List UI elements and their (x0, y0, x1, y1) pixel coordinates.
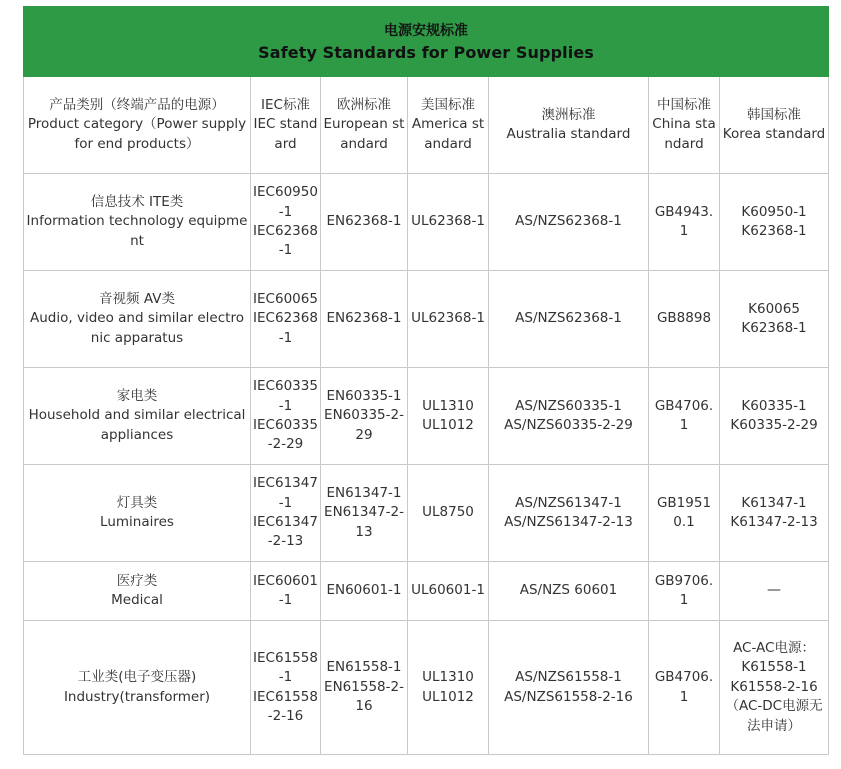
safety-standards-table (23, 6, 829, 755)
header-iec-en: IEC standard (253, 116, 318, 152)
iec-standard: IEC60065 (253, 290, 318, 307)
eu-standard: EN61347-1 (326, 484, 402, 501)
au-standard: AS/NZS61558-1 (515, 669, 622, 686)
eu-standard: EN61558-2-16 (324, 678, 404, 715)
cell-iec (251, 562, 321, 621)
cell-category (24, 562, 251, 621)
cell-us (408, 368, 489, 465)
us-standard: UL1012 (422, 688, 474, 705)
us-standard: UL1012 (422, 417, 474, 433)
eu-standard: EN62368-1 (326, 310, 402, 327)
au-standard: AS/NZS60335-2-29 (504, 417, 633, 433)
cell-kr (720, 562, 829, 621)
kr-standard: K61347-2-13 (730, 514, 818, 530)
cell-cn (649, 465, 720, 562)
cell-iec (251, 174, 321, 271)
cell-kr (720, 271, 829, 368)
header-category (24, 77, 251, 174)
table-row (24, 271, 829, 368)
cn-standard: GB9706.1 (654, 572, 714, 608)
title-row (24, 7, 829, 77)
header-eu-zh: 欧洲标准 (337, 96, 391, 113)
cell-cn (649, 368, 720, 465)
table-row (24, 562, 829, 621)
header-eu-en: European standard (323, 116, 405, 152)
kr-standard: K61558-2-16 (730, 678, 818, 695)
header-iec (251, 77, 321, 174)
cell-au (489, 621, 649, 755)
cell-category (24, 174, 251, 271)
category-en: Medical (111, 592, 163, 608)
cell-category (24, 621, 251, 755)
cell-au (489, 271, 649, 368)
table-row (24, 621, 829, 755)
kr-standard-none: — (767, 582, 782, 599)
cell-eu (321, 271, 408, 368)
header-au-en: Australia standard (506, 126, 631, 142)
cell-kr (720, 465, 829, 562)
kr-standard: K61558-1 (741, 659, 807, 676)
table-row (24, 368, 829, 465)
iec-standard: IEC60950-1 (253, 184, 318, 220)
header-cn (649, 77, 720, 174)
standards-table-container (23, 6, 828, 755)
iec-standard: IEC60335-2-29 (253, 417, 318, 453)
cell-au (489, 174, 649, 271)
kr-standard: K60335-1 (741, 397, 807, 414)
cell-eu (321, 562, 408, 621)
header-eu (321, 77, 408, 174)
category-zh: 灯具类 (116, 494, 158, 511)
kr-standard-note: （AC-DC电源无法申请） (725, 698, 823, 734)
table-row (24, 174, 829, 271)
header-category-en: Product category（Power supply for end products） (27, 116, 247, 152)
cell-us (408, 465, 489, 562)
us-standard: UL60601-1 (411, 582, 485, 599)
cell-kr (720, 621, 829, 755)
iec-standard: IEC61558-1 (253, 649, 318, 686)
au-standard: AS/NZS61558-2-16 (504, 688, 633, 705)
cell-cn (649, 621, 720, 755)
cell-au (489, 562, 649, 621)
cell-kr (720, 368, 829, 465)
us-standard: UL8750 (422, 504, 474, 521)
eu-standard: EN61558-1 (326, 659, 402, 676)
cell-iec (251, 368, 321, 465)
category-en: Luminaires (100, 514, 174, 530)
header-kr-zh: 韩国标准 (747, 106, 802, 123)
eu-standard: EN60601-1 (326, 582, 402, 599)
cell-us (408, 562, 489, 621)
cell-iec (251, 465, 321, 562)
cell-cn (649, 562, 720, 621)
cn-standard: GB4706.1 (654, 669, 714, 705)
eu-standard: EN62368-1 (326, 213, 402, 230)
cell-cn (649, 271, 720, 368)
kr-standard: K61347-1 (741, 494, 807, 511)
header-au-zh: 澳洲标准 (541, 106, 596, 123)
iec-standard: IEC62368-1 (253, 223, 318, 259)
kr-standard: K60950-1 (741, 203, 807, 220)
category-en: Household and similar electrical appliances (28, 407, 246, 443)
cell-iec (251, 621, 321, 755)
kr-standard: K62368-1 (741, 320, 807, 336)
kr-standard-note: AC-AC电源： (733, 639, 815, 656)
category-zh: 信息技术 ITE类 (90, 193, 184, 210)
cn-standard: GB8898 (656, 310, 712, 327)
header-cn-en: China standard (652, 116, 716, 152)
table-row (24, 465, 829, 562)
category-zh: 医疗类 (116, 572, 158, 589)
eu-standard: EN60335-1 (326, 387, 402, 404)
header-au (489, 77, 649, 174)
cell-eu (321, 621, 408, 755)
cell-au (489, 368, 649, 465)
cell-eu (321, 174, 408, 271)
au-standard: AS/NZS61347-2-13 (504, 514, 633, 530)
cell-kr (720, 174, 829, 271)
category-zh: 工业类(电子变压器) (77, 669, 197, 686)
cell-eu (321, 465, 408, 562)
au-standard: AS/NZS62368-1 (515, 213, 622, 230)
header-kr-en: Korea standard (722, 126, 826, 142)
cn-standard: GB4943.1 (654, 203, 714, 239)
header-cn-zh: 中国标准 (657, 96, 711, 113)
header-iec-zh: IEC标准 (261, 96, 310, 113)
kr-standard: K60335-2-29 (730, 417, 818, 433)
iec-standard: IEC61347-2-13 (253, 514, 318, 550)
cn-standard: GB4706.1 (654, 397, 714, 433)
us-standard: UL62368-1 (411, 310, 485, 327)
cn-standard: GB19510.1 (656, 494, 712, 530)
iec-standard: IEC62368-1 (253, 310, 318, 346)
category-en: Audio, video and similar electronic apparatus (30, 310, 244, 346)
header-us (408, 77, 489, 174)
au-standard: AS/NZS60335-1 (515, 397, 622, 414)
category-zh: 家电类 (116, 387, 158, 404)
cell-us (408, 271, 489, 368)
eu-standard: EN60335-2-29 (324, 407, 404, 443)
header-us-en: America standard (411, 116, 485, 152)
au-standard: AS/NZS61347-1 (515, 494, 622, 511)
kr-standard: K60065 (748, 300, 800, 317)
iec-standard: IEC60601-1 (253, 572, 318, 608)
cell-category (24, 368, 251, 465)
cell-au (489, 465, 649, 562)
category-zh: 音视频 AV类 (99, 290, 175, 307)
au-standard: AS/NZS62368-1 (515, 310, 622, 327)
category-en: Industry(transformer) (63, 688, 211, 705)
table-title (24, 7, 829, 77)
kr-standard: K62368-1 (741, 223, 807, 239)
cell-cn (649, 174, 720, 271)
us-standard: UL1310 (422, 669, 474, 686)
header-row (24, 77, 829, 174)
cell-us (408, 174, 489, 271)
header-category-zh: 产品类别（终端产品的电源） (49, 96, 225, 113)
cell-us (408, 621, 489, 755)
cell-category (24, 271, 251, 368)
cell-category (24, 465, 251, 562)
us-standard: UL1310 (422, 397, 474, 414)
iec-standard: IEC61347-1 (253, 475, 318, 511)
cell-eu (321, 368, 408, 465)
header-us-zh: 美国标准 (421, 96, 475, 113)
iec-standard: IEC61558-2-16 (253, 688, 318, 724)
iec-standard: IEC60335-1 (253, 378, 318, 414)
header-kr (720, 77, 829, 174)
title-en: Safety Standards for Power Supplies (258, 42, 594, 62)
us-standard: UL62368-1 (411, 213, 485, 230)
cell-iec (251, 271, 321, 368)
au-standard: AS/NZS 60601 (519, 582, 618, 599)
eu-standard: EN61347-2-13 (324, 504, 404, 540)
category-en: Information technology equipment (26, 213, 248, 249)
title-zh: 电源安规标准 (384, 22, 469, 39)
